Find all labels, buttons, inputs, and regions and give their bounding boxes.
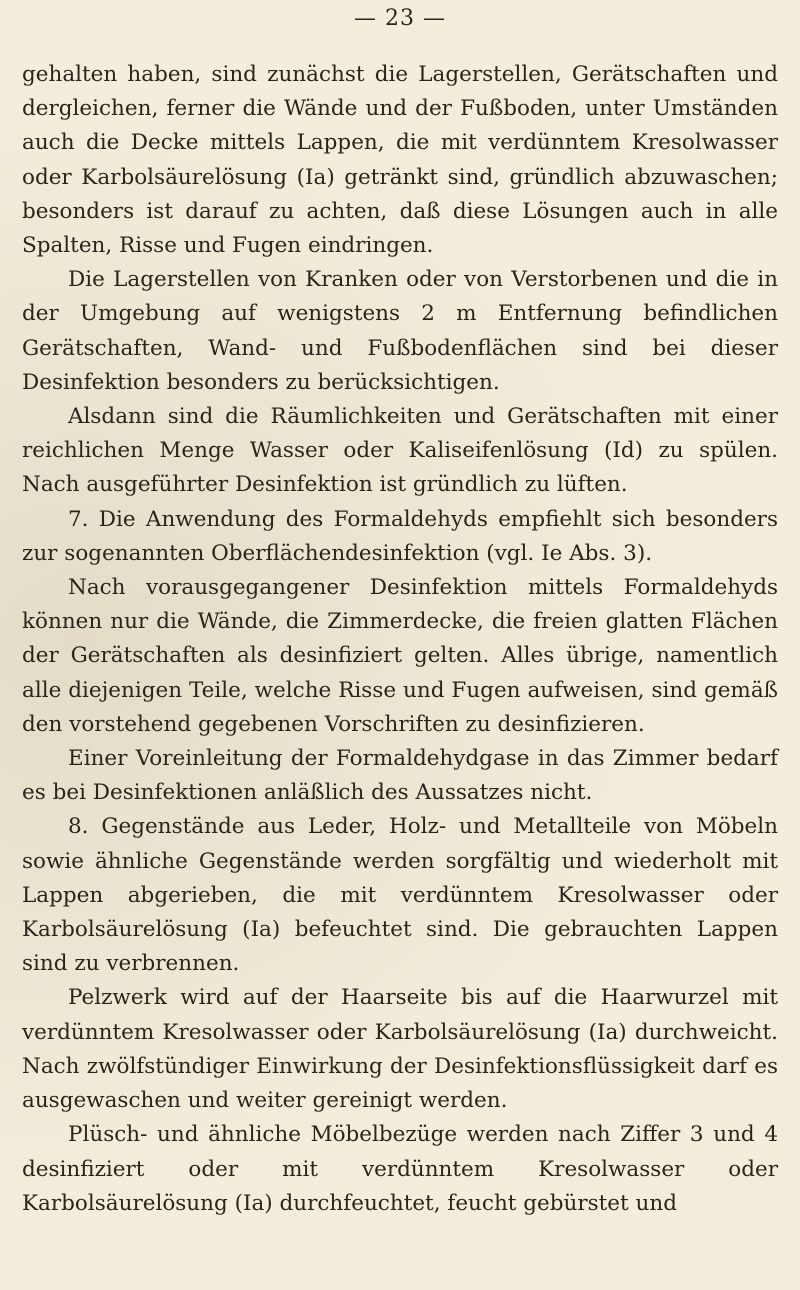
paragraph-2: Die Lagerstellen von Kranken oder von Verstorbenen und die in der Umgebung auf wenigstens 2 m Entfernung befindlichen Gerätschaften, Wand- und Fußbodenflächen sind bei dieser Desinfektion besonders zu berücksichtigen.	[22, 267, 778, 395]
paragraph-3: Alsdann sind die Räumlichkeiten und Gerätschaften mit einer reichlichen Menge Wasser oder Kaliseifenlösung (Id) zu spülen. Nach ausgeführter Desinfektion ist gründlich zu lüften.	[22, 404, 778, 498]
paragraph-1: gehalten haben, sind zunächst die Lagerstellen, Gerätschaften und dergleichen, ferner die Wände und der Fußboden, unter Umständen auch die Decke mittels Lappen, die mit verdünntem Kresolwasser oder Karbolsäurelösung (Ia) getränkt sind, gründlich abzuwaschen; besonders ist darauf zu achten, daß diese Lösungen auch in alle Spalten, Risse und Fugen eindringen.	[22, 62, 778, 259]
paragraph-8: Pelzwerk wird auf der Haarseite bis auf die Haarwurzel mit verdünntem Kresolwasser oder Karbolsäurelösung (Ia) durchweicht. Nach zwölfstündiger Einwirkung der Desinfektionsflüssigkeit darf es ausgewaschen und weiter gereinigt werden.	[22, 985, 778, 1114]
paragraph-5: Nach vorausgegangener Desinfektion mittels Formaldehyds können nur die Wände, die Zimmerdecke, die freien glatten Flächen der Gerätschaften als desinfiziert gelten. Alles übrige, namentlich alle diejenigen Teile, welche Risse und Fugen aufweisen, sind gemäß den vorstehend gegebenen Vorschriften zu desinfizieren.	[22, 575, 778, 737]
paragraph-4: 7. Die Anwendung des Formaldehyds empfiehlt sich besonders zur sogenannten Oberflächendesinfektion (vgl. Ie Abs. 3).	[22, 506, 778, 566]
paragraph-6: Einer Voreinleitung der Formaldehydgase in das Zimmer bedarf es bei Desinfektionen anläßlich des Aussatzes nicht.	[22, 746, 778, 806]
paragraph-9: Plüsch- und ähnliche Möbelbezüge werden nach Ziffer 3 und 4 desinfiziert oder mit verdünntem Kresolwasser oder Karbolsäurelösung (Ia) durchfeuchtet, feucht gebürstet und	[22, 1122, 778, 1216]
page-number: — 23 —	[354, 6, 446, 31]
paragraph-7: 8. Gegenstände aus Leder, Holz- und Metallteile von Möbeln sowie ähnliche Gegenstände werden sorgfältig und wiederholt mit Lappen abgerieben, die mit verdünntem Kresolwasser oder Karbolsäurelösung (Ia) befeuchtet sind. Die gebrauchten Lappen sind zu verbrennen.	[22, 814, 778, 977]
body-text	[22, 58, 778, 1221]
